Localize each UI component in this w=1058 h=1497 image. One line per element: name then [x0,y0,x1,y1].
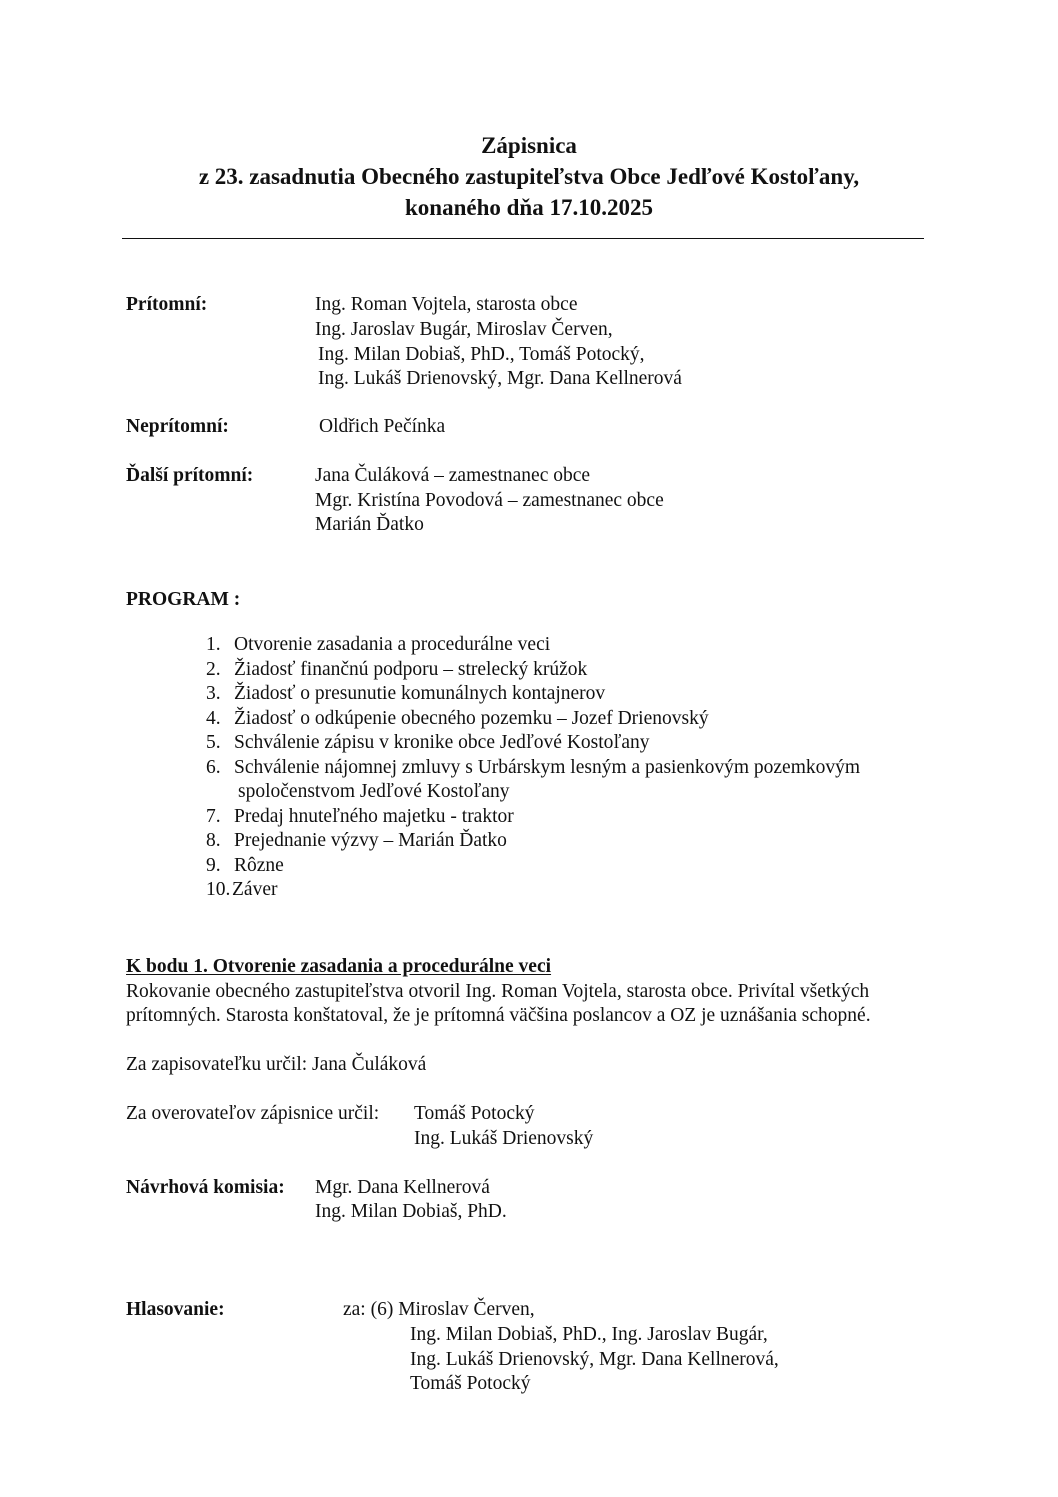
list-item-text-continued: spoločenstvom Jedľové Kostoľany [238,781,510,802]
program-heading: PROGRAM : [126,589,241,610]
voting-names: Ing. Milan Dobiaš, PhD., Ing. Jaroslav Bugár, [410,1324,768,1345]
page-subtitle: z 23. zasadnutia Obecného zastupiteľstva Obce Jedľové Kostoľany, [198,164,860,189]
list-item-text: Žiadosť o odkúpenie obecného pozemku – Jozef Drienovský [234,707,709,729]
present-label: Prítomní: [126,294,208,315]
present-line: Ing. Jaroslav Bugár, Miroslav Červen, [315,319,613,340]
list-item-number: 6. [206,756,221,778]
list-item-text: Prejednanie výzvy – Marián Ďatko [234,830,507,851]
list-item-number: 4. [206,707,221,729]
list-item-text: Rôzne [234,854,284,876]
other-present-line: Jana Čuláková – zamestnanec obce [315,465,591,486]
list-item-number: 9. [206,854,221,876]
present-line: Ing. Lukáš Drienovský, Mgr. Dana Kellnerová [318,368,682,389]
other-present-line: Mgr. Kristína Povodová – zamestnanec obce [315,490,664,511]
list-item-text: Predaj hnuteľného majetku - traktor [234,805,514,827]
verifier-name: Tomáš Potocký [414,1103,535,1124]
meeting-date: konaného dňa 17.10.2025 [405,195,653,220]
absent-label: Neprítomní: [126,416,229,437]
list-item-text: Záver [232,879,278,900]
list-item-text: Žiadosť finančnú podporu – strelecký krúžok [234,658,588,680]
committee-label: Návrhová komisia: [126,1177,285,1198]
voting-names: Tomáš Potocký [410,1373,531,1394]
list-item-number: 10. [206,879,231,900]
voting-label: Hlasovanie: [126,1299,225,1320]
present-line: Ing. Roman Vojtela, starosta obce [315,294,578,315]
absent-name: Oldřich Pečínka [319,416,446,437]
list-item-text: Žiadosť o presunutie komunálnych kontajnerov [234,683,606,704]
voting-for: za: (6) Miroslav Červen, [343,1299,535,1320]
committee-member: Mgr. Dana Kellnerová [315,1177,490,1198]
section-paragraph: prítomných. Starosta konštatoval, že je prítomná väčšina poslancov a OZ je uznášania schopné. [126,1005,871,1026]
list-item-number: 8. [206,830,221,851]
other-present-label: Ďalší prítomní: [126,465,254,486]
list-item-number: 1. [206,634,221,655]
verifiers-label: Za overovateľov zápisnice určil: [126,1103,380,1124]
section-paragraph: Rokovanie obecného zastupiteľstva otvoril Ing. Roman Vojtela, starosta obce. Privítal všetkých [126,981,870,1002]
section-heading: K bodu 1. Otvorenie zasadania a procedurálne veci [126,956,552,977]
recorder-line: Za zapisovateľku určil: Jana Čuláková [126,1054,427,1075]
page-title: Zápisnica [481,133,577,158]
other-present-line: Marián Ďatko [315,514,424,535]
list-item-text: Schválenie zápisu v kronike obce Jedľové Kostoľany [234,732,650,753]
voting-names: Ing. Lukáš Drienovský, Mgr. Dana Kellnerová, [410,1349,779,1370]
list-item-number: 7. [206,805,221,827]
list-item-number: 5. [206,732,221,753]
verifier-name: Ing. Lukáš Drienovský [414,1128,594,1149]
header-divider [122,238,924,239]
list-item-number: 3. [206,683,221,704]
list-item-text: Schválenie nájomnej zmluvy s Urbárskym lesným a pasienkovým pozemkovým [234,756,861,778]
list-item-text: Otvorenie zasadania a procedurálne veci [234,634,551,655]
list-item-number: 2. [206,658,221,680]
committee-member: Ing. Milan Dobiaš, PhD. [315,1201,507,1222]
present-line: Ing. Milan Dobiaš, PhD., Tomáš Potocký, [318,344,645,365]
